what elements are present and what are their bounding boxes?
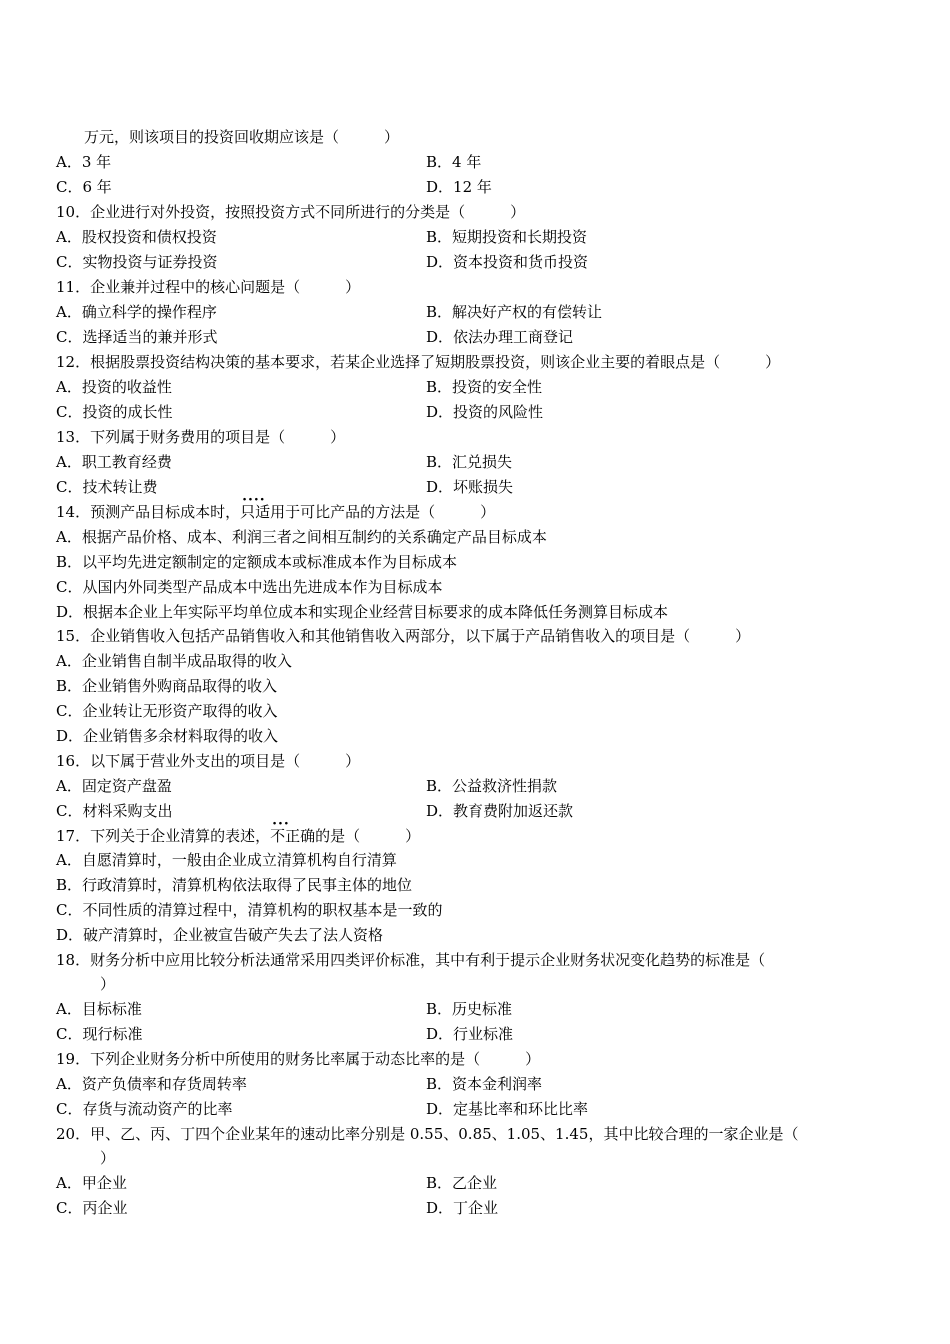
question-15-option-a: A．企业销售自制半成品取得的收入 bbox=[56, 652, 292, 670]
question-10-options-row2 bbox=[56, 250, 589, 274]
option-d: D．丁企业 bbox=[426, 1199, 499, 1217]
option-c: C．存货与流动资产的比率 bbox=[56, 1100, 233, 1118]
question-15-option-d: D．企业销售多余材料取得的收入 bbox=[56, 727, 279, 745]
option-d: D．12 年 bbox=[426, 178, 492, 196]
question-14-prefix: 14．预测产品目标成本时， bbox=[56, 503, 241, 521]
question-10: 10．企业进行对外投资，按照投资方式不同所进行的分类是（ ） bbox=[56, 203, 526, 221]
question-18: 18．财务分析中应用比较分析法通常采用四类评价标准，其中有利于提示企业财务状况变化趋势的标准是（ bbox=[56, 951, 766, 969]
question-20: 20．甲、乙、丙、丁四个企业某年的速动比率分别是 0.55、0.85、1.05、1.45，其中比较合理的一家企业是（ bbox=[56, 1125, 799, 1143]
question-17-option-a: A．自愿清算时，一般由企业成立清算机构自行清算 bbox=[56, 851, 397, 869]
option-c: C．材料采购支出 bbox=[56, 802, 173, 820]
question-14-option-a: A．根据产品价格、成本、利润三者之间相互制约的关系确定产品目标成本 bbox=[56, 528, 547, 546]
option-c: C．丙企业 bbox=[56, 1199, 128, 1217]
option-a: A．职工教育经费 bbox=[56, 453, 172, 471]
emphasized-text: ··· 不正确 bbox=[270, 827, 315, 845]
question-20-options-row1 bbox=[56, 1171, 498, 1195]
question-18-options-row1 bbox=[56, 997, 513, 1021]
option-a: A．目标标准 bbox=[56, 1000, 142, 1018]
question-19-options-row1 bbox=[56, 1072, 543, 1096]
question-14-option-d: D．根据本企业上年实际平均单位成本和实现企业经营目标要求的成本降低任务测算目标成本 bbox=[56, 603, 669, 621]
question-17-option-d: D．破产清算时，企业被宣告破产失去了法人资格 bbox=[56, 926, 384, 944]
option-b: B．乙企业 bbox=[426, 1174, 498, 1192]
option-a: A．固定资产盘盈 bbox=[56, 777, 172, 795]
option-c: C．投资的成长性 bbox=[56, 403, 173, 421]
question-10-options-row1 bbox=[56, 225, 588, 249]
question-13-options-row1 bbox=[56, 450, 513, 474]
option-a: A．甲企业 bbox=[56, 1174, 127, 1192]
emphasized-text: ···· 只适用于 bbox=[240, 503, 300, 521]
question-13-options-row2 bbox=[56, 475, 514, 499]
option-c: C．技术转让费 bbox=[56, 478, 158, 496]
question-11-options-row1 bbox=[56, 300, 603, 324]
option-c: C．6 年 bbox=[56, 178, 112, 196]
option-a: A．股权投资和债权投资 bbox=[56, 228, 217, 246]
question-20-continuation: ） bbox=[100, 1149, 116, 1167]
option-c: C．实物投资与证券投资 bbox=[56, 253, 218, 271]
option-d: D．行业标准 bbox=[426, 1025, 514, 1043]
question-15-option-b: B．企业销售外购商品取得的收入 bbox=[56, 677, 278, 695]
question-19: 19．下列企业财务分析中所使用的财务比率属于动态比率的是（ ） bbox=[56, 1050, 541, 1068]
question-14-option-b: B．以平均先进定额制定的定额成本或标准成本作为目标成本 bbox=[56, 553, 458, 571]
question-9-options-row1 bbox=[56, 150, 482, 174]
question-15: 15．企业销售收入包括产品销售收入和其他销售收入两部分，以下属于产品销售收入的项目是（ ） bbox=[56, 627, 751, 645]
question-19-options-row2 bbox=[56, 1097, 589, 1121]
question-14-option-c: C．从国内外同类型产品成本中选出先进成本作为目标成本 bbox=[56, 578, 443, 596]
question-17 bbox=[56, 824, 420, 848]
question-17-prefix: 17．下列关于企业清算的表述， bbox=[56, 827, 271, 845]
question-12: 12．根据股票投资结构决策的基本要求，若某企业选择了短期股票投资，则该企业主要的着眼点是（ ） bbox=[56, 353, 781, 371]
question-17-suffix: 的是（ ） bbox=[315, 827, 421, 845]
question-16: 16．以下属于营业外支出的项目是（ ） bbox=[56, 752, 361, 770]
option-a: A．投资的收益性 bbox=[56, 378, 172, 396]
question-18-continuation: ） bbox=[100, 975, 116, 993]
question-15-option-c: C．企业转让无形资产取得的收入 bbox=[56, 702, 278, 720]
question-14 bbox=[56, 500, 495, 524]
question-14-suffix: 可比产品的方法是（ ） bbox=[300, 503, 496, 521]
question-9-options-row2 bbox=[56, 175, 492, 199]
option-b: B．资本金利润率 bbox=[426, 1075, 543, 1093]
option-b: B．4 年 bbox=[426, 153, 482, 171]
question-20-options-row2 bbox=[56, 1196, 499, 1220]
option-b: B．短期投资和长期投资 bbox=[426, 228, 588, 246]
question-16-options-row1 bbox=[56, 774, 558, 798]
question-13: 13．下列属于财务费用的项目是（ ） bbox=[56, 428, 346, 446]
option-d: D．定基比率和环比比率 bbox=[426, 1100, 589, 1118]
question-11-options-row2 bbox=[56, 325, 574, 349]
option-a: A．资产负债率和存货周转率 bbox=[56, 1075, 247, 1093]
option-c: C．选择适当的兼并形式 bbox=[56, 328, 218, 346]
option-a: A．3 年 bbox=[56, 153, 112, 171]
option-d: D．投资的风险性 bbox=[426, 403, 544, 421]
question-11: 11．企业兼并过程中的核心问题是（ ） bbox=[56, 278, 361, 296]
option-d: D．教育费附加返还款 bbox=[426, 802, 574, 820]
question-12-options-row2 bbox=[56, 400, 544, 424]
option-d: D．资本投资和货币投资 bbox=[426, 253, 589, 271]
option-a: A．确立科学的操作程序 bbox=[56, 303, 217, 321]
question-17-option-c: C．不同性质的清算过程中，清算机构的职权基本是一致的 bbox=[56, 901, 443, 919]
option-b: B．历史标准 bbox=[426, 1000, 513, 1018]
option-b: B．投资的安全性 bbox=[426, 378, 543, 396]
question-12-options-row1 bbox=[56, 375, 543, 399]
option-c: C．现行标准 bbox=[56, 1025, 143, 1043]
option-b: B．公益救济性捐款 bbox=[426, 777, 558, 795]
option-d: D．坏账损失 bbox=[426, 478, 514, 496]
option-d: D．依法办理工商登记 bbox=[426, 328, 574, 346]
option-b: B．汇兑损失 bbox=[426, 453, 513, 471]
question-9-tail: 万元，则该项目的投资回收期应该是（ ） bbox=[84, 128, 400, 146]
option-b: B．解决好产权的有偿转让 bbox=[426, 303, 603, 321]
question-17-option-b: B．行政清算时，清算机构依法取得了民事主体的地位 bbox=[56, 876, 413, 894]
question-16-options-row2 bbox=[56, 799, 574, 823]
question-18-options-row2 bbox=[56, 1022, 514, 1046]
